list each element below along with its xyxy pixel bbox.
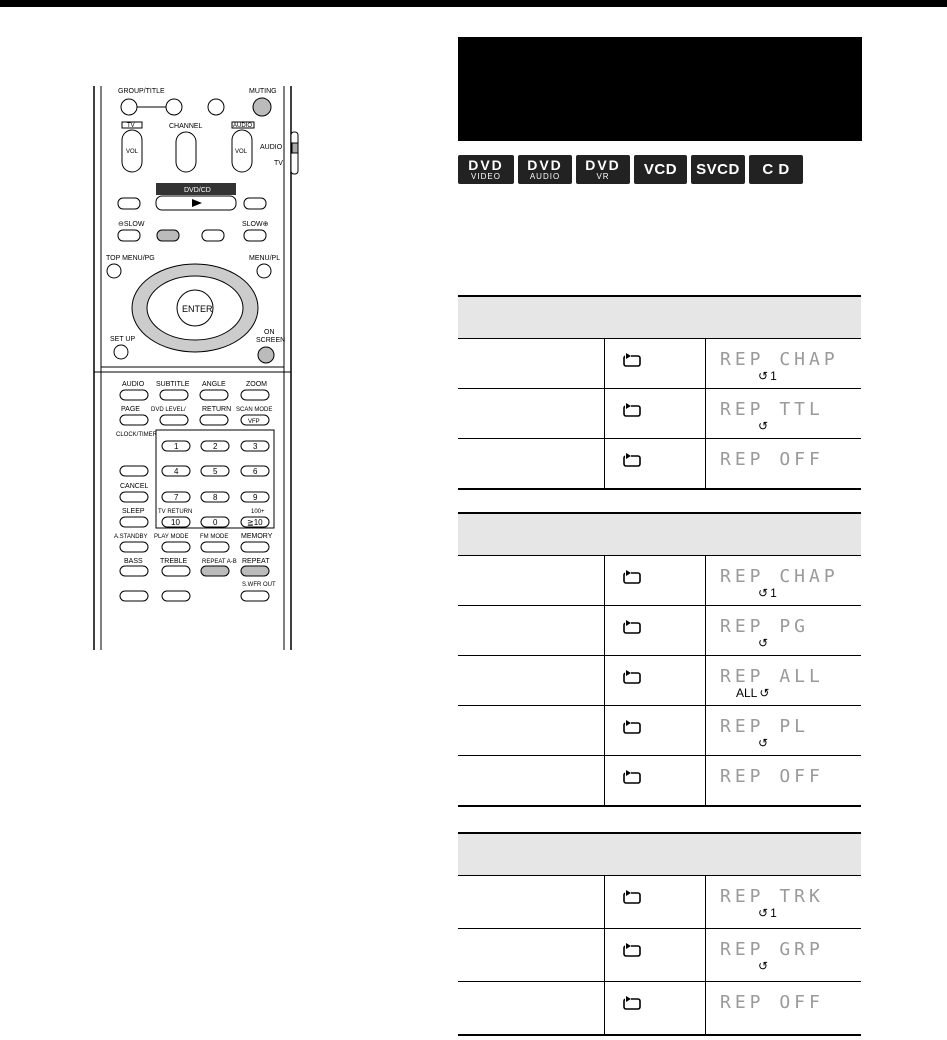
next-button[interactable] <box>244 198 266 209</box>
svg-text:8: 8 <box>213 493 218 502</box>
repeat-indicator-icon: ↺ <box>758 419 769 433</box>
svg-text:A.STANDBY: A.STANDBY <box>114 534 148 540</box>
table-row: REP PL ↺ <box>458 706 861 756</box>
switch-audio-label: AUDIO <box>260 144 283 151</box>
dvd-level-button[interactable] <box>160 415 188 425</box>
bass-minus-button[interactable] <box>120 591 148 601</box>
table-row: REP PG ↺ <box>458 606 861 656</box>
repeat-indicator-icon: ↺ <box>758 369 769 383</box>
repeat-button-icon <box>623 996 643 1015</box>
remote-control-illustration <box>84 80 316 650</box>
svg-text:ANGLE: ANGLE <box>202 381 226 388</box>
page-button[interactable] <box>120 415 148 425</box>
dvd-cd-label: DVD/CD <box>184 187 211 194</box>
section-title-box <box>458 37 862 141</box>
svg-text:PLAY MODE: PLAY MODE <box>154 534 189 540</box>
repeat-table-1 <box>458 295 861 490</box>
svg-text:AUDIO: AUDIO <box>122 381 145 388</box>
treble-minus-button[interactable] <box>162 591 190 601</box>
repeat-ab-button[interactable] <box>201 566 229 576</box>
table-row: REP GRP ↺ <box>458 929 861 982</box>
svg-text:1: 1 <box>174 442 179 451</box>
group-prev-button[interactable] <box>121 99 137 115</box>
table-row: REP CHAP ↺ 1 <box>458 556 861 606</box>
table-header <box>458 834 861 876</box>
svg-text:VOL: VOL <box>235 149 248 155</box>
set-up-button[interactable] <box>114 345 128 359</box>
svg-text:4: 4 <box>174 467 179 476</box>
a-standby-button[interactable] <box>120 542 148 552</box>
badge-svcd: SVCD <box>691 155 745 184</box>
svg-text:MEMORY: MEMORY <box>241 533 273 540</box>
pause-button[interactable] <box>202 230 224 241</box>
svg-text:9: 9 <box>253 493 258 502</box>
table-row: REP TTL ↺ <box>458 389 861 439</box>
slow-minus-label: ⊖SLOW <box>118 221 145 228</box>
svg-text:RETURN: RETURN <box>202 406 232 413</box>
svg-text:REPEAT: REPEAT <box>242 558 270 565</box>
channel-rocker[interactable] <box>176 132 196 172</box>
svg-text:≧10: ≧10 <box>247 518 263 527</box>
stop-button[interactable] <box>157 230 179 241</box>
repeat-indicator-icon: ↺ <box>758 586 769 600</box>
repeat-button-icon <box>623 403 643 422</box>
fm-mode-button[interactable] <box>201 542 229 552</box>
table-header <box>458 514 861 556</box>
top-menu-button[interactable] <box>107 264 121 278</box>
svg-text:TREBLE: TREBLE <box>160 558 188 565</box>
repeat-button-icon <box>623 670 643 689</box>
repeat-indicator-icon: ↺ <box>759 686 770 700</box>
repeat-button-icon <box>623 570 643 589</box>
previous-button[interactable] <box>118 198 140 209</box>
svg-text:0: 0 <box>213 518 218 527</box>
slow-plus-label: SLOW⊕ <box>242 221 269 228</box>
top-rule <box>0 0 947 7</box>
svg-text:6: 6 <box>253 467 258 476</box>
svg-text:CANCEL: CANCEL <box>120 483 149 490</box>
badge-dvd-vr: DVD VR <box>576 155 630 184</box>
svg-text:5: 5 <box>213 467 218 476</box>
svg-text:ENTER: ENTER <box>182 304 213 314</box>
table-row: REP OFF <box>458 982 861 1034</box>
svg-text:PAGE: PAGE <box>121 406 140 413</box>
svg-text:REPEAT A-B: REPEAT A-B <box>202 559 237 565</box>
table-row: REP TRK ↺ 1 <box>458 876 861 929</box>
svg-text:SUBTITLE: SUBTITLE <box>156 381 190 388</box>
muting-button[interactable] <box>253 98 271 116</box>
return-arrow-button[interactable] <box>208 99 224 115</box>
set-up-label: SET UP <box>110 336 136 343</box>
svg-text:2: 2 <box>213 442 218 451</box>
table-row: REP OFF <box>458 439 861 488</box>
switch-tv-label: TV <box>274 160 283 167</box>
swfr-out-button[interactable] <box>241 591 269 601</box>
return-button[interactable] <box>200 415 228 425</box>
tv-label: TV <box>127 123 135 129</box>
repeat-table-3 <box>458 832 861 1036</box>
svg-text:SLEEP: SLEEP <box>122 508 145 515</box>
svg-text:SCAN MODE: SCAN MODE <box>236 407 273 413</box>
svg-text:VOL: VOL <box>126 149 139 155</box>
audio-label-top: AUDIO <box>233 123 253 129</box>
svg-text:VFP: VFP <box>248 419 260 425</box>
svg-text:FM MODE: FM MODE <box>200 534 229 540</box>
angle-button[interactable] <box>200 390 228 400</box>
svg-text:7: 7 <box>174 493 179 502</box>
svg-text:3: 3 <box>253 442 258 451</box>
slow-rev-button[interactable] <box>118 230 140 241</box>
table-row: REP ALL ALL ↺ <box>458 656 861 706</box>
on-label: ON <box>264 329 275 336</box>
repeat-indicator-icon: ↺ <box>758 959 769 973</box>
memory-button[interactable] <box>241 542 269 552</box>
clock-timer-label: CLOCK/TIMER <box>116 432 158 438</box>
menu-button[interactable] <box>257 264 271 278</box>
badge-vcd: VCD <box>634 155 687 184</box>
repeat-indicator-icon: ↺ <box>758 736 769 750</box>
bass-plus-button[interactable] <box>120 566 148 576</box>
screen-label: SCREEN <box>256 337 286 344</box>
slow-fwd-button[interactable] <box>244 230 266 241</box>
audio-button[interactable] <box>120 390 148 400</box>
subtitle-button[interactable] <box>160 390 188 400</box>
table-header <box>458 297 861 339</box>
svg-text:ZOOM: ZOOM <box>246 381 267 388</box>
repeat-button-icon <box>623 720 643 739</box>
badge-cd: C D <box>749 155 803 184</box>
repeat-button-icon <box>623 770 643 789</box>
zoom-button[interactable] <box>241 390 269 400</box>
play-mode-button[interactable] <box>162 542 190 552</box>
svg-text:100+: 100+ <box>251 509 265 515</box>
on-screen-button[interactable] <box>258 347 274 363</box>
repeat-indicator-icon: ↺ <box>758 906 769 920</box>
disc-type-badges <box>458 155 862 185</box>
repeat-button[interactable] <box>241 566 269 576</box>
badge-dvd-audio: DVD AUDIO <box>518 155 572 184</box>
group-title-label: GROUP/TITLE <box>118 88 165 95</box>
number-pad <box>120 441 269 527</box>
repeat-button-icon <box>623 620 643 639</box>
repeat-button-icon <box>623 943 643 962</box>
svg-text:DVD LEVEL/: DVD LEVEL/ <box>151 407 186 413</box>
repeat-button-icon <box>623 453 643 472</box>
table-row: REP CHAP ↺ 1 <box>458 339 861 389</box>
svg-text:10: 10 <box>171 518 180 527</box>
treble-plus-button[interactable] <box>162 566 190 576</box>
top-menu-label: TOP MENU/PG <box>106 255 155 262</box>
muting-label: MUTING <box>249 88 277 95</box>
svg-text:TV RETURN: TV RETURN <box>158 509 193 515</box>
menu-pl-label: MENU/PL <box>249 255 281 262</box>
repeat-table-2 <box>458 512 861 807</box>
svg-text:BASS: BASS <box>124 558 143 565</box>
table-row: REP OFF <box>458 756 861 805</box>
svg-text:S.WFR OUT: S.WFR OUT <box>242 582 276 588</box>
badge-dvd-video: DVD VIDEO <box>458 155 514 184</box>
channel-label: CHANNEL <box>169 123 203 130</box>
group-next-button[interactable] <box>166 99 182 115</box>
repeat-indicator-icon: ↺ <box>758 636 769 650</box>
repeat-button-icon <box>623 890 643 909</box>
repeat-button-icon <box>623 353 643 372</box>
